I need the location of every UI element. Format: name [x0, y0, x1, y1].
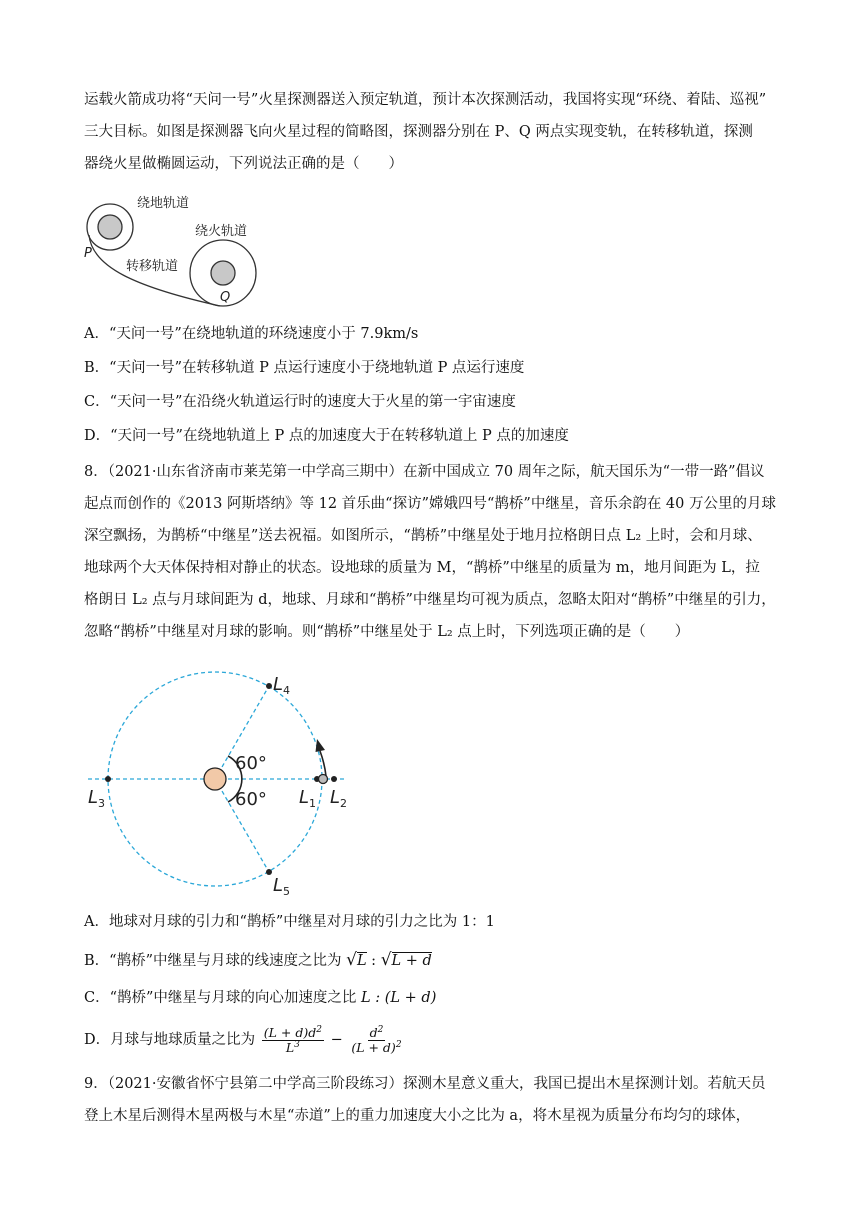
- mars-icon: [211, 261, 235, 285]
- point-q-label: Q: [220, 290, 231, 305]
- mars-orbit-label: 绕火轨道: [195, 224, 248, 239]
- q8-option-a: A．地球对月球的引力和“鹊桥”中继星对月球的引力之比为 1：1: [84, 914, 495, 930]
- q8-option-d-frac-1: $\frac{(L + d)d^2}{L^3}$: [263, 1024, 322, 1055]
- q8-option-d-frac-2: $\frac{d^2}{(L + d)^2}$: [351, 1024, 402, 1055]
- point-p-label: P: [84, 246, 92, 261]
- q7-line-1: 运载火箭成功将“天问一号”火星探测器送入预定轨道，预计本次探测活动，我国将实现“环绕、着陆、巡视”: [84, 92, 767, 108]
- l2-point: [331, 776, 337, 782]
- q7-stem: [84, 84, 784, 180]
- l2-label: $L_2$: [330, 787, 348, 810]
- l3-point: [105, 776, 111, 782]
- q8-option-b: [84, 948, 432, 972]
- l5-point: [266, 869, 272, 875]
- l5-label: $L_5$: [273, 875, 291, 898]
- q9-line-1: 9．（2021·安徽省怀宁县第二中学高三阶段练习）探测木星意义重大，我国已提出木星探测计划。若航天员: [84, 1076, 766, 1092]
- q8-line-4: 地球两个大天体保持相对静止的状态。设地球的质量为 M，“鹊桥”中继星的质量为 m，地月间距为 L，拉: [84, 560, 760, 576]
- earth-orbit-label: 绕地轨道: [137, 196, 190, 211]
- arrow-head-icon: [316, 739, 326, 752]
- earth-icon: [204, 768, 226, 790]
- q7-line-3: 器绕火星做椭圆运动，下列说法正确的是（ ）: [84, 156, 403, 172]
- q8-option-b-text: B．“鹊桥”中继星与月球的线速度之比为: [84, 953, 342, 969]
- q8-option-c-text: C．“鹊桥”中继星与月球的向心加速度之比: [84, 990, 357, 1006]
- q9-stem: [84, 1068, 784, 1132]
- q7-orbit-figure: [80, 195, 280, 315]
- q8-line-6: 忽略“鹊桥”中继星对月球的影响。则“鹊桥”中继星处于 L₂ 点上时，下列选项正确的是（ ）: [84, 624, 690, 640]
- q8-option-d-text: D．月球与地球质量之比为: [84, 1032, 256, 1048]
- q8-line-1: 8．（2021·山东省济南市莱芜第一中学高三期中）在新中国成立 70 周年之际，航天国乐为“一带一路”倡议: [84, 464, 765, 480]
- angle-lower-label: 60°: [235, 789, 267, 810]
- q8-option-d: D．月球与地球质量之比为 $\frac{(L + d)d^2}{L^3}$ − $\frac{d^2}{(L + d)^2}$: [84, 1024, 402, 1055]
- q8-option-c: [84, 986, 436, 1010]
- l4-point: [266, 683, 272, 689]
- q7-option-a: A．“天问一号”在绕地轨道的环绕速度小于 7.9km/s: [84, 326, 419, 342]
- transfer-orbit-label: 转移轨道: [126, 259, 179, 274]
- q7-option-d: D．“天问一号”在绕地轨道上 P 点的加速度大于在转移轨道上 P 点的加速度: [84, 428, 569, 444]
- q8-line-3: 深空飘扬，为鹊桥“中继星”送去祝福。如图所示，“鹊桥”中继星处于地月拉格朗日点 L₂ 上时，会和月球、: [84, 528, 762, 544]
- q8-option-b-math: √L : √L + d: [346, 950, 432, 970]
- q7-line-2: 三大目标。如图是探测器飞向火星过程的简略图，探测器分别在 P、Q 两点实现变轨，在转移轨道，探测: [84, 124, 753, 140]
- l1-label: $L_1$: [299, 787, 317, 810]
- q8-line-5: 格朗日 L₂ 点与月球间距为 d，地球、月球和“鹊桥”中继星均可视为质点，忽略太阳对“鹊桥”中继星的引力，: [84, 592, 776, 608]
- q9-line-2: 登上木星后测得木星两极与木星“赤道”上的重力加速度大小之比为 a，将木星视为质量分布均匀的球体，: [84, 1108, 751, 1124]
- angle-upper-label: 60°: [235, 753, 267, 774]
- moon-icon: [319, 775, 328, 784]
- q7-option-c: C．“天问一号”在沿绕火轨道运行时的速度大于火星的第一宇宙速度: [84, 394, 516, 410]
- q8-option-c-math: L : (L + d): [361, 990, 437, 1006]
- l4-label: $L_4$: [273, 674, 291, 697]
- lagrange-figure: [80, 655, 360, 905]
- q7-option-b: B．“天问一号”在转移轨道 P 点运行速度小于绕地轨道 P 点运行速度: [84, 360, 525, 376]
- l3-label: $L_3$: [88, 787, 106, 810]
- earth-icon: [98, 215, 122, 239]
- q8-stem: [84, 456, 784, 648]
- orbit-direction-arrow-icon: [320, 751, 326, 776]
- q8-line-2: 起点而创作的《2013 阿斯塔纳》等 12 首乐曲“探访”嫦娥四号“鹊桥”中继星，音乐余韵在 40 万公里的月球: [84, 496, 776, 512]
